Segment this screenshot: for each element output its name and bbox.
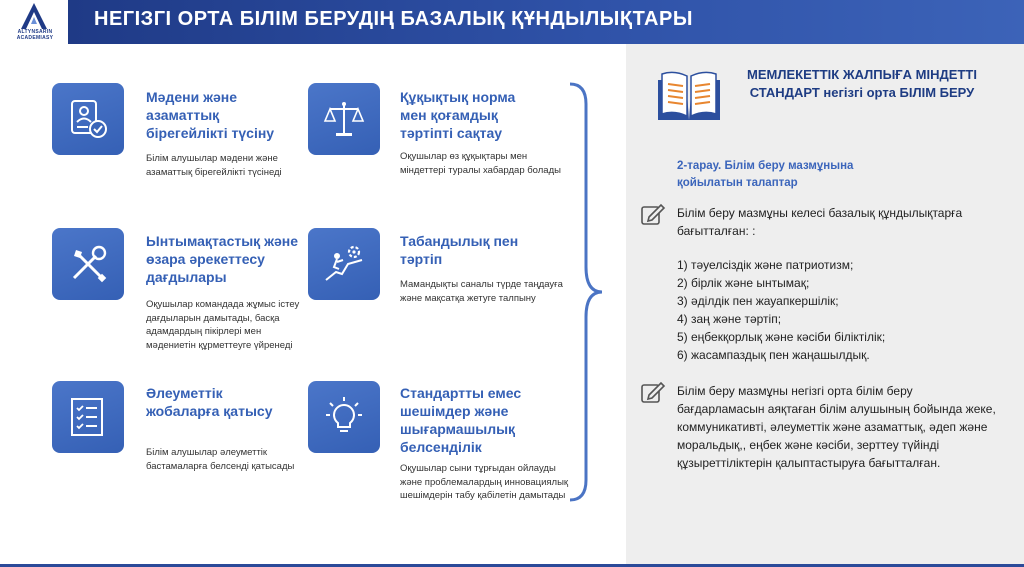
card-3-title: Ынтымақтастық және өзара әрекеттесу дағдылары: [146, 233, 299, 285]
checklist-icon: [66, 395, 110, 439]
logo: [0, 0, 68, 44]
card-6-title: Стандартты емес шешімдер және шығармашылық белсенділік: [400, 385, 522, 455]
card-6-desc: Оқушылар сыни тұрғыдан ойлауды және проблемалардың инновациялық шешімдерін табу қабілетін дамытады: [400, 463, 569, 501]
value-item: 5) еңбекқорлық және кәсіби біліктілік;: [677, 330, 886, 344]
logo-icon: [18, 2, 50, 30]
section-title: 2-тарау. Білім беру мазмұнына қойылатын талаптар: [677, 160, 854, 189]
card-1-title: Мәдени және азаматтық бірегейлікті түсіну: [146, 89, 275, 141]
card-5-icon-box: [52, 381, 124, 453]
card-5-desc: Білім алушылар әлеуметтік бастамаларға белсенді қатысады: [146, 447, 295, 472]
outcome-text: Білім беру мазмұны негізгі орта білім беру бағдарламасын аяқтаған білім алушының бойында жеке, коммуникативті, әлеуметтік және азаматтық, әдеп және моральдық,, еңбек және кәсіби, зерттеу түйінді құзыреттіліктерін қалыптастыруға бағытталған.: [677, 384, 996, 470]
card-2-desc: Оқушылар өз құқықтары мен міндеттері туралы хабардар болады: [400, 151, 561, 176]
card-1-desc: Білім алушылар мәдени және азаматтық бірегейлікті түсінеді: [146, 153, 282, 178]
value-item: 4) заң және тәртіп;: [677, 312, 782, 326]
logo-text: ALTYNSARIN ACADEMIASY: [16, 29, 54, 41]
page-title: НЕГІЗГІ ОРТА БІЛІМ БЕРУДІҢ БАЗАЛЫҚ ҚҰНДЫЛЫҚТАРЫ: [94, 8, 693, 30]
book-icon: [656, 70, 722, 126]
card-5-title: Әлеуметтік жобаларға қатысу: [146, 385, 273, 419]
profile-check-icon: [66, 97, 110, 141]
value-item: 6) жасампаздық пен жаңашылдық.: [677, 348, 870, 362]
card-2-icon-box: [308, 83, 380, 155]
lightbulb-icon: [322, 395, 366, 439]
value-item: 1) тәуелсіздік және патриотизм;: [677, 258, 854, 272]
scales-icon: [322, 97, 366, 141]
card-6-icon-box: [308, 381, 380, 453]
value-item: 2) бірлік және ынтымақ;: [677, 276, 810, 290]
curly-brace: [566, 82, 610, 502]
tools-icon: [66, 242, 110, 286]
value-item: 3) әділдік пен жауапкершілік;: [677, 294, 839, 308]
standard-title: МЕМЛЕКЕТТІК ЖАЛПЫҒА МІНДЕТТІ СТАНДАРТ негізгі орта БІЛІМ БЕРУ: [747, 67, 977, 100]
card-4-desc: Мамандықты саналы түрде таңдауға және мақсатқа жетуге талпыну: [400, 279, 563, 304]
card-3-desc: Оқушылар командада жұмыс істеу дағдыларын дамытады, басқа адамдардың пікірлері мен мәдениетін құрметтеуге үйренеді: [146, 299, 300, 351]
card-3-icon-box: [52, 228, 124, 300]
card-4-title: Табандылық пен тәртіп: [400, 233, 519, 267]
climb-gear-icon: [322, 242, 366, 286]
card-4-icon-box: [308, 228, 380, 300]
card-1-icon-box: [52, 83, 124, 155]
values-intro: Білім беру мазмұны келесі базалық құндылықтарға бағытталған: :: [677, 206, 963, 238]
edit-icon: [640, 202, 666, 226]
values-list: [677, 256, 997, 364]
card-2-title: Құқықтық норма мен қоғамдық тәртіпті сақтау: [400, 89, 516, 141]
edit-icon: [640, 380, 666, 404]
header-bar: [0, 0, 1024, 44]
